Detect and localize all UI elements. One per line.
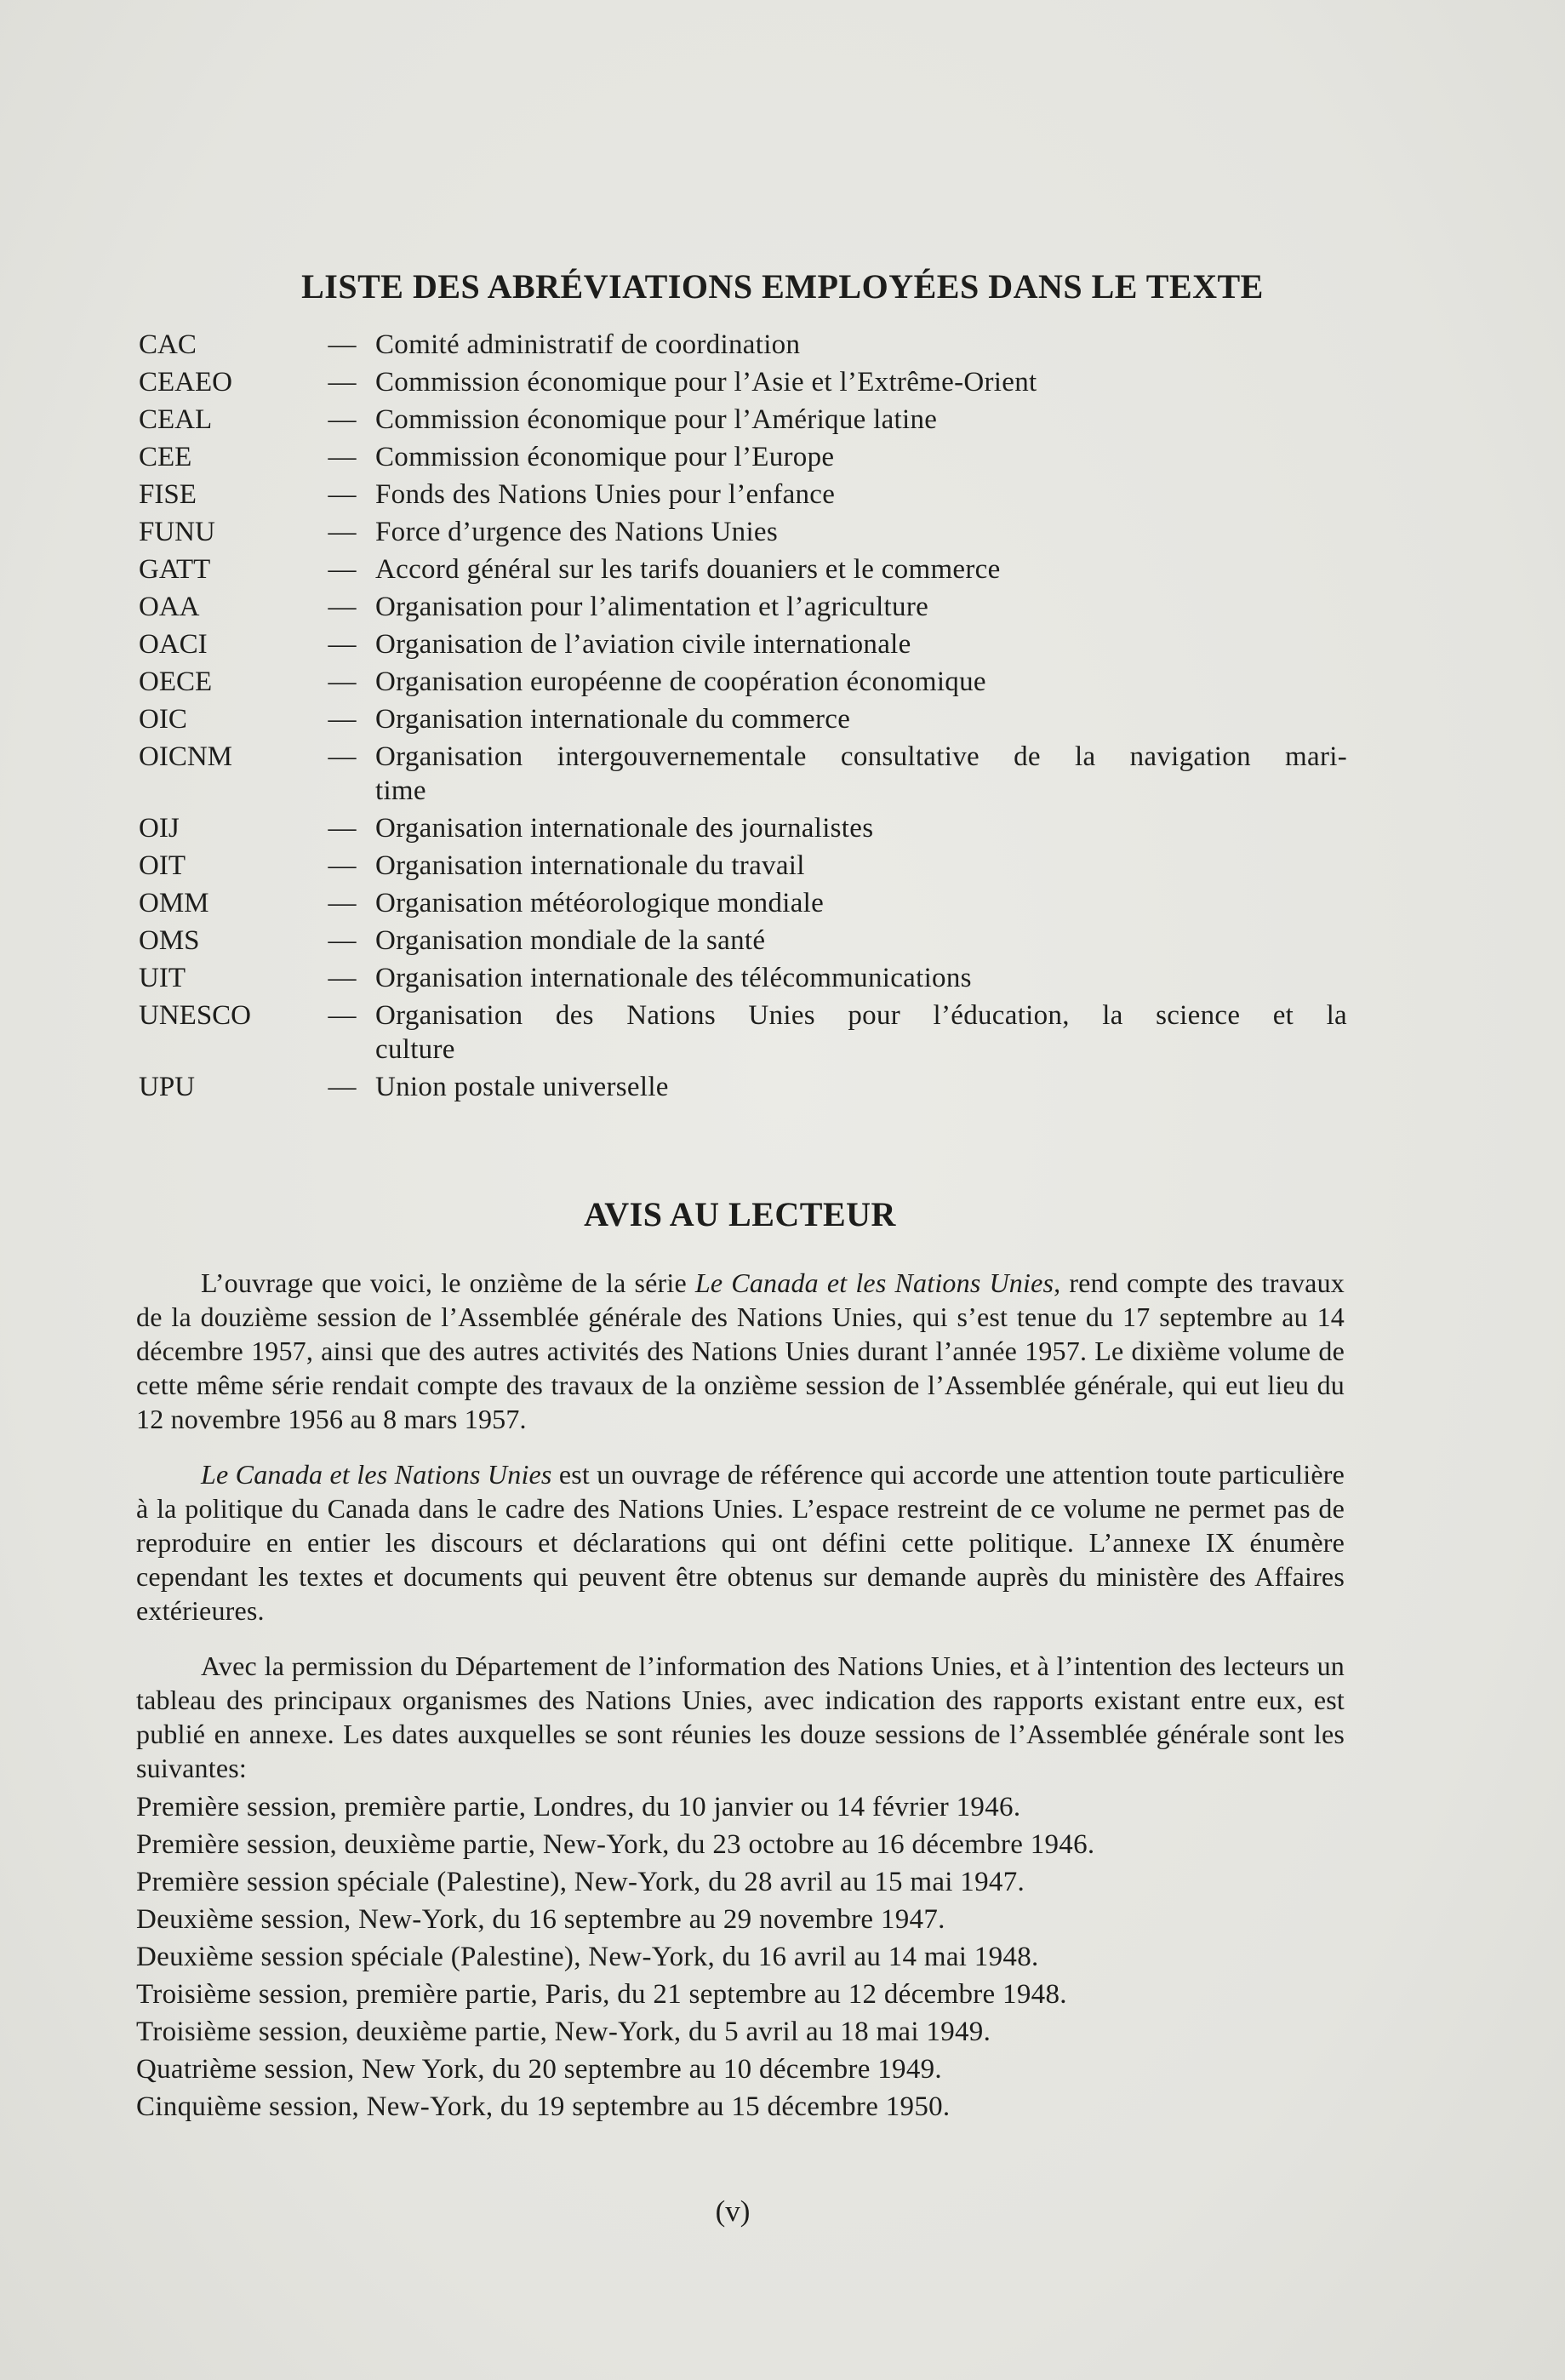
- abbreviation-dash: —: [328, 404, 357, 435]
- avis-section: [136, 1266, 1345, 2125]
- abbreviation-row: [139, 515, 1347, 549]
- abbreviation-dash: —: [328, 813, 357, 844]
- abbreviation-code: UIT: [139, 963, 186, 993]
- abbreviation-row: [139, 627, 1347, 661]
- abbreviation-definition-continuation: time: [375, 775, 426, 806]
- abbreviation-row: [139, 740, 1347, 808]
- abbreviation-code: OECE: [139, 667, 213, 697]
- abbreviation-code: OIT: [139, 850, 186, 881]
- abbreviation-row: [139, 590, 1347, 624]
- abbreviation-definition-text: Commission économique pour l’Asie et l’Extrême-Orient: [375, 367, 1037, 398]
- abbreviation-row: [139, 665, 1347, 699]
- abbreviation-code: OAA: [139, 592, 200, 622]
- avis-paragraph-3: [136, 1649, 1345, 1785]
- abbreviation-definition-text: Organisation mondiale de la santé: [375, 925, 766, 956]
- abbreviation-row: [139, 924, 1347, 958]
- abbreviation-definition: [375, 886, 1347, 920]
- abbreviation-definition: [375, 665, 1347, 699]
- abbreviation-definition: [375, 403, 1347, 437]
- abbreviation-dash: —: [328, 442, 357, 472]
- abbreviations-title: LISTE DES ABRÉVIATIONS EMPLOYÉES DANS LE TEXTE: [301, 267, 1264, 306]
- abbreviation-row: [139, 478, 1347, 512]
- abbreviation-row: [139, 403, 1347, 437]
- abbreviation-definition-text: Organisation météorologique mondiale: [375, 888, 825, 918]
- abbreviation-code: OIJ: [139, 813, 180, 844]
- abbreviation-definition-text: Commission économique pour l’Amérique latine: [375, 404, 938, 435]
- abbreviation-definition: [375, 1070, 1347, 1104]
- abbreviation-code: OMM: [139, 888, 209, 918]
- abbreviation-dash: —: [328, 329, 357, 360]
- abbreviation-code: CAC: [139, 329, 197, 360]
- abbreviation-definition: [375, 590, 1347, 624]
- abbreviation-dash: —: [328, 925, 357, 956]
- abbreviation-code: UPU: [139, 1072, 196, 1102]
- session-line: Deuxième session, New-York, du 16 septembre au 29 novembre 1947.: [136, 1904, 945, 1935]
- abbreviation-code: OACI: [139, 629, 208, 660]
- abbreviation-dash: —: [328, 850, 357, 881]
- abbreviation-definition-text: Commission économique pour l’Europe: [375, 442, 835, 472]
- abbreviation-definition: [375, 811, 1347, 845]
- abbreviation-code: OICNM: [139, 741, 233, 772]
- avis-paragraph-2-text: est un ouvrage de référence qui accorde une attention toute particulière à la politique du Canada dans le cadre des Nations Unies. L’espace restreint de ce volume ne permet pas de reproduire en entier les discours et déclarations qui ont défini cette politique. L’annexe IX énumère cependant les textes et documents qui peuvent être obtenus sur demande auprès du ministère des Affaires extérieures.: [136, 1459, 1345, 1626]
- abbreviation-row: [139, 328, 1347, 362]
- abbreviation-definition: [375, 440, 1347, 474]
- sessions-list: [136, 1788, 1345, 2125]
- abbreviation-row: [139, 365, 1347, 399]
- abbreviation-definition-text: Union postale universelle: [375, 1072, 669, 1102]
- session-line: Cinquième session, New-York, du 19 septembre au 15 décembre 1950.: [136, 2091, 951, 2122]
- abbreviation-definition-text: Organisation internationale des journalistes: [375, 813, 874, 844]
- abbreviation-definition-text: Accord général sur les tarifs douaniers et le commerce: [375, 554, 1001, 585]
- abbreviation-definition-text: Organisation de l’aviation civile internationale: [375, 629, 911, 660]
- abbreviation-definition-text: Force d’urgence des Nations Unies: [375, 517, 778, 547]
- abbreviation-code: OMS: [139, 925, 200, 956]
- abbreviation-dash: —: [328, 963, 357, 993]
- abbreviation-definition: [375, 924, 1347, 958]
- abbreviation-row: [139, 702, 1347, 736]
- avis-paragraph-2: [136, 1457, 1345, 1628]
- abbreviation-row: [139, 1070, 1347, 1104]
- abbreviation-definition: [375, 740, 1347, 808]
- abbreviation-definition: [375, 998, 1347, 1067]
- abbreviation-definition: [375, 515, 1347, 549]
- abbreviation-definition-text: Organisation pour l’alimentation et l’agriculture: [375, 592, 929, 622]
- abbreviation-definition-text: Organisation des Nations Unies pour l’éducation, la science et la: [375, 1000, 1347, 1031]
- abbreviation-code: UNESCO: [139, 1000, 252, 1031]
- abbreviation-row: [139, 998, 1347, 1067]
- abbreviation-dash: —: [328, 517, 357, 547]
- abbreviation-definition: [375, 328, 1347, 362]
- abbreviation-row: [139, 811, 1347, 845]
- abbreviation-code: FUNU: [139, 517, 215, 547]
- abbreviation-dash: —: [328, 1072, 357, 1102]
- abbreviation-row: [139, 849, 1347, 883]
- avis-paragraph-2-series-title: Le Canada et les Nations Unies: [201, 1459, 552, 1490]
- abbreviation-code: OIC: [139, 704, 187, 735]
- abbreviation-definition: [375, 552, 1347, 586]
- abbreviation-definition-text: Organisation internationale du travail: [375, 850, 805, 881]
- abbreviation-definition: [375, 961, 1347, 995]
- abbreviation-definition: [375, 849, 1347, 883]
- abbreviation-dash: —: [328, 554, 357, 585]
- session-line: Première session, deuxième partie, New-York, du 23 octobre au 16 décembre 1946.: [136, 1829, 1095, 1860]
- session-line: Première session, première partie, Londres, du 10 janvier ou 14 février 1946.: [136, 1792, 1021, 1822]
- avis-paragraph-1: [136, 1266, 1345, 1436]
- abbreviation-row: [139, 440, 1347, 474]
- abbreviation-dash: —: [328, 629, 357, 660]
- abbreviation-code: CEE: [139, 442, 192, 472]
- avis-paragraph-1-text-b: rend compte des travaux de la douzième session de l’Assemblée générale des Nations Unies, qui s’est tenue du 17 septembre au 14 décembre 1957, ainsi que des autres activités des Nations Unies durant l’année 1957. Le dixième volume de cette même série rendait compte des travaux de la onzième session de l’Assemblée générale, qui eut lieu du 12 novembre 1956 au 8 mars 1957.: [136, 1267, 1345, 1434]
- abbreviation-dash: —: [328, 888, 357, 918]
- abbreviation-code: GATT: [139, 554, 211, 585]
- abbreviation-dash: —: [328, 741, 357, 772]
- session-line: Troisième session, première partie, Paris, du 21 septembre au 12 décembre 1948.: [136, 1979, 1067, 2010]
- abbreviation-definition-text: Organisation intergouvernementale consultative de la navigation mari-: [375, 741, 1347, 772]
- abbreviation-row: [139, 886, 1347, 920]
- abbreviation-row: [139, 961, 1347, 995]
- abbreviation-definition: [375, 365, 1347, 399]
- abbreviation-definition-continuation: culture: [375, 1034, 455, 1065]
- abbreviation-definition: [375, 627, 1347, 661]
- abbreviation-code: FISE: [139, 479, 197, 510]
- session-line: Troisième session, deuxième partie, New-York, du 5 avril au 18 mai 1949.: [136, 2017, 991, 2047]
- abbreviation-dash: —: [328, 1000, 357, 1031]
- abbreviation-dash: —: [328, 704, 357, 735]
- abbreviations-list: [139, 328, 1347, 1107]
- abbreviation-dash: —: [328, 667, 357, 697]
- session-line: Deuxième session spéciale (Palestine), New-York, du 16 avril au 14 mai 1948.: [136, 1942, 1039, 1972]
- abbreviation-definition: [375, 702, 1347, 736]
- abbreviation-code: CEAL: [139, 404, 213, 435]
- abbreviation-code: CEAEO: [139, 367, 232, 398]
- avis-paragraph-1-text-a: L’ouvrage que voici, le onzième de la série: [201, 1267, 695, 1298]
- abbreviation-dash: —: [328, 367, 357, 398]
- abbreviation-dash: —: [328, 479, 357, 510]
- abbreviation-definition-text: Comité administratif de coordination: [375, 329, 801, 360]
- abbreviation-definition-text: Organisation européenne de coopération économique: [375, 667, 986, 697]
- page-number: (v): [715, 2194, 751, 2228]
- avis-paragraph-3-text: Avec la permission du Département de l’information des Nations Unies, et à l’intention des lecteurs un tableau des principaux organismes des Nations Unies, avec indication des rapports existant entre eux, est publié en annexe. Les dates auxquelles se sont réunies les douze sessions de l’Assemblée générale sont les suivantes:: [136, 1651, 1345, 1783]
- session-line: Quatrième session, New York, du 20 septembre au 10 décembre 1949.: [136, 2054, 942, 2085]
- abbreviation-definition-text: Organisation internationale du commerce: [375, 704, 851, 735]
- avis-paragraph-1-series-title: Le Canada et les Nations Unies,: [694, 1267, 1061, 1298]
- abbreviation-definition-text: Organisation internationale des télécommunications: [375, 963, 972, 993]
- avis-title: AVIS AU LECTEUR: [584, 1195, 896, 1233]
- abbreviation-row: [139, 552, 1347, 586]
- abbreviation-dash: —: [328, 592, 357, 622]
- session-line: Première session spéciale (Palestine), New-York, du 28 avril au 15 mai 1947.: [136, 1867, 1025, 1897]
- abbreviation-definition: [375, 478, 1347, 512]
- abbreviation-definition-text: Fonds des Nations Unies pour l’enfance: [375, 479, 836, 510]
